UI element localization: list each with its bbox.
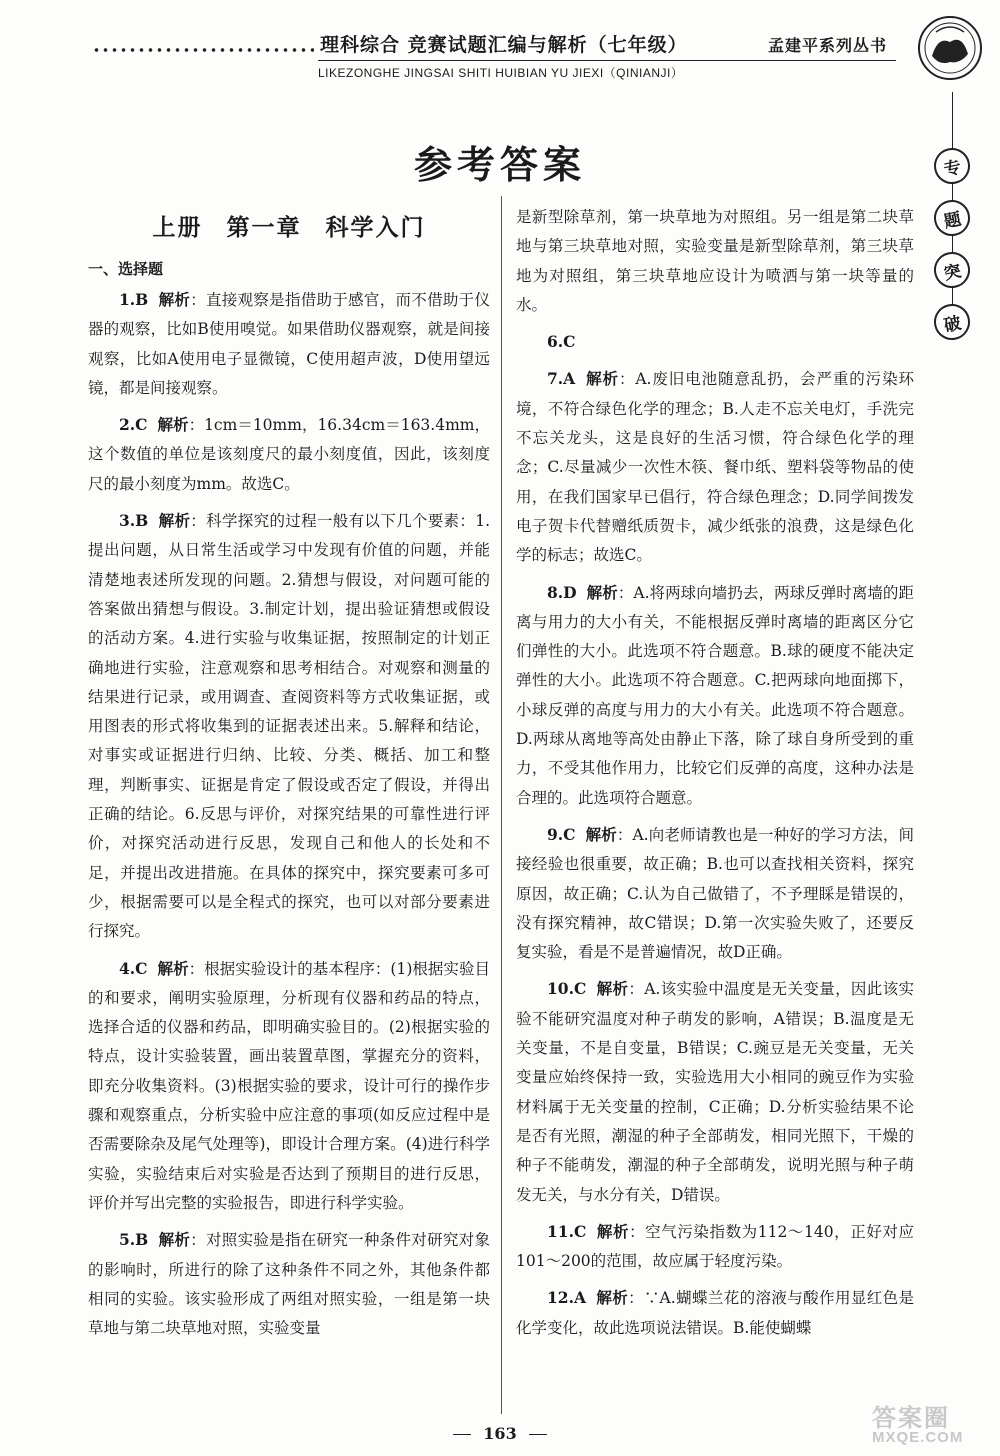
answer-number: 4.C [119, 958, 148, 978]
footer-dash-right [529, 1434, 547, 1435]
side-tab-3: 突 [931, 249, 974, 292]
analysis-label: 解析 [157, 415, 189, 435]
answer-item [516, 1217, 914, 1277]
series-logo-icon [916, 14, 984, 82]
answer-text: ：A.废旧电池随意乱扔，会严重的污染环境，不符合绿色化学的理念；B.人走不忘关电灯，手洗完不忘关龙头，这是良好的生活习惯，符合绿色化学的理念；C.尽量减少一次性木筷、餐巾纸、塑料袋等物品的使用，在我们国家早已倡行，符合绿色理念；D.同学间拨发电子贺卡代替赠纸质贺卡，减少纸张的浪费，这是绿色化学的标志；故选C。 [516, 370, 914, 565]
answer-item [516, 974, 914, 1209]
side-tab-1: 专 [931, 145, 974, 188]
answer-item [88, 410, 490, 499]
answer-number: 6.C [547, 332, 576, 352]
analysis-label: 解析 [158, 511, 191, 531]
answer-item [88, 285, 490, 403]
side-tab-4: 破 [931, 301, 974, 344]
left-column [88, 203, 490, 1350]
answer-item [516, 327, 914, 357]
footer-dash-left [453, 1434, 471, 1435]
side-tab-2: 题 [931, 197, 974, 240]
page-title: 参考答案 [413, 142, 586, 187]
answer-item [516, 578, 914, 813]
analysis-label: 解析 [158, 1230, 191, 1250]
analysis-label: 解析 [596, 1221, 630, 1241]
book-title-pinyin: LIKEZONGHE JINGSAI SHITI HUIBIAN YU JIEXI（QINIANJI） [318, 66, 684, 80]
analysis-label: 解析 [157, 958, 189, 978]
analysis-label: 解析 [596, 1288, 629, 1308]
answer-item [88, 506, 490, 946]
answer-text: ：空气污染指数为112～140，正好对应101～200的范围，故应属于轻度污染。 [516, 1222, 914, 1271]
answer-text: ：对照实验是指在研究一种条件对研究对象的影响时，所进行的除了这种条件不同之外，其他条件都相同的实验。该实验形成了两组对照实验，一组是第一块草地与第二块草地对照，实验变量 [88, 1231, 490, 1338]
chapter-number: 第一章 [226, 214, 302, 241]
answer-number: 12.A [547, 1288, 586, 1308]
analysis-label: 解析 [585, 824, 617, 844]
section-heading: 一、选择题 [88, 261, 164, 278]
analysis-label: 解析 [596, 979, 629, 999]
watermark-text: 答案圈 [872, 1405, 950, 1432]
answer-item [516, 1283, 914, 1343]
answer-item [516, 820, 914, 967]
answer-text: ：直接观察是指借助于感官，而不借助于仪器的观察，比如B使用嗅觉。如果借助仪器观察，就是间接观察，比如A使用电子显微镜，C使用超声波，D使用望远镜，都是间接观察。 [88, 291, 490, 397]
decorative-dot-rule [92, 47, 314, 53]
answer-number: 7.A [547, 369, 576, 389]
answer-number: 5.B [119, 1230, 149, 1250]
answer-text: ：根据实验设计的基本程序：(1)根据实验目的和要求，阐明实验原理，分析现有仪器和药品的特点，选择合适的仪器和药品，即明确实验目的。(2)根据实验的特点，设计实验装置，画出装置草图，掌握充分的资料，即充分收集资料。(3)根据实验的要求，设计可行的操作步骤和观察重点，分析实验中应注意的事项(如反应过程中是否需要除杂及尾气处理等)，即设计合理方案。(4)进行科学实验，实验结束后对实验是否达到了预期目的进行反思，评价并写出完整的实验报告，即进行科学实验。 [88, 959, 490, 1212]
answer-number: 1.B [119, 290, 149, 309]
answer-text: ：A.将两球向墙扔去，两球反弹时离墙的距离与用力的大小有关，不能根据反弹时离墙的距离区分它们弹性的大小。此选项不符合题意。B.球的硬度不能决定弹性的大小。此选项不符合题意。C.把两球向地面掷下，小球反弹的高度与用力的大小有关。此选项不符合题意。D.两球从离地等高处由静止下落，除了球自身所受到的重力，不受其他作用力，比较它们反弹的高度，这种办法是合理的。此选项符合题意。 [516, 583, 914, 807]
answer-number: 9.C [547, 824, 576, 844]
answer-item [516, 364, 914, 570]
answer-text: ：A.该实验中温度是无关变量，因此该实验不能研究温度对种子萌发的影响，A错误；B.温度是无关变量，不是自变量，B错误；C.豌豆是无关变量，无关变量应始终保持一致，实验选用大小相同的豌豆作为实验材料属于无关变量的控制，C正确；D.分析实验结果不论是否有光照，潮湿的种子全部萌发，相同光照下，干燥的种子不能萌发，潮湿的种子全部萌发，说明光照与种子萌发无关，与水分有关，D错误。 [516, 980, 914, 1204]
page-footer [0, 1424, 1000, 1443]
analysis-label: 解析 [586, 582, 618, 602]
answer-number: 10.C [547, 979, 587, 999]
answer-text: ：∵A.蝴蝶兰花的溶液与酸作用显红色是化学变化，故此选项说法错误。B.能使蝴蝶 [516, 1289, 914, 1337]
analysis-label: 解析 [585, 369, 619, 389]
answer-text: ：A.向老师请教也是一种好的学习方法，间接经验也很重要，故正确；B.也可以查找相关资料，探究原因，故正确；C.认为自己做错了，不予理睬是错误的，没有探究精神，故C错误；D.第一次实验失败了，还要反复实验，看是不是普遍情况，故D正确。 [516, 825, 914, 962]
chapter-name: 科学入门 [325, 214, 426, 241]
column-divider [501, 196, 502, 1414]
answer-number: 3.B [119, 511, 149, 531]
answer-number: 11.C [547, 1221, 587, 1241]
page-header [0, 0, 1000, 110]
answer-number: 8.D [547, 582, 577, 602]
chapter-heading [88, 211, 490, 245]
series-name: 孟建平系列丛书 [768, 36, 888, 55]
watermark-url: MXQE.COM [872, 1429, 964, 1446]
watermark [872, 1398, 992, 1450]
analysis-label: 解析 [158, 290, 191, 309]
header-divider [318, 60, 896, 61]
page-number: 163 [483, 1424, 517, 1443]
answer-item [88, 954, 490, 1219]
answer-number: 2.C [119, 415, 148, 435]
answer-continuation: 是新型除草剂，第一块草地为对照组。另一组是第二块草地与第三块草地对照，实验变量是新型除草剂，第三块草地为对照组，第三块草地应设计为喷洒与第一块等量的水。 [516, 208, 914, 314]
answer-text: ：1cm＝10mm，16.34cm＝163.4mm，这个数值的单位是该刻度尺的最小刻度值，因此，该刻度尺的最小刻度为mm。故选C。 [88, 416, 490, 493]
chapter-volume: 上册 [152, 214, 203, 241]
right-column [516, 203, 914, 1350]
book-title: 理科综合 竞赛试题汇编与解析（七年级） [320, 34, 688, 56]
answer-item [88, 1225, 490, 1343]
answer-text: ：科学探究的过程一般有以下几个要素：1.提出问题，从日常生活或学习中发现有价值的问题，并能清楚地表述所发现的问题。2.猜想与假设，对问题可能的答案做出猜想与假设。3.制定计划，提出验证猜想或假设的活动方案。4.进行实验与收集证据，按照制定的计划正确地进行实验，注意观察和思考相结合。对观察和测量的结果进行记录，或用调查、查阅资料等方式收集证据，或用图表的形式将收集到的证据表述出来。5.解释和结论，对事实或证据进行归纳、比较、分类、概括、加工和整理，判断事实、证据是肯定了假设或否定了假设，并得出正确的结论。6.反思与评价，对探究结果的可靠性进行评价，对探究活动进行反思，发现自己和他人的长处和不足，并提出改进措施。在具体的探究中，探究要素可多可少，根据需要可以是全程式的探究，也可以对部分要素进行探究。 [88, 512, 490, 941]
